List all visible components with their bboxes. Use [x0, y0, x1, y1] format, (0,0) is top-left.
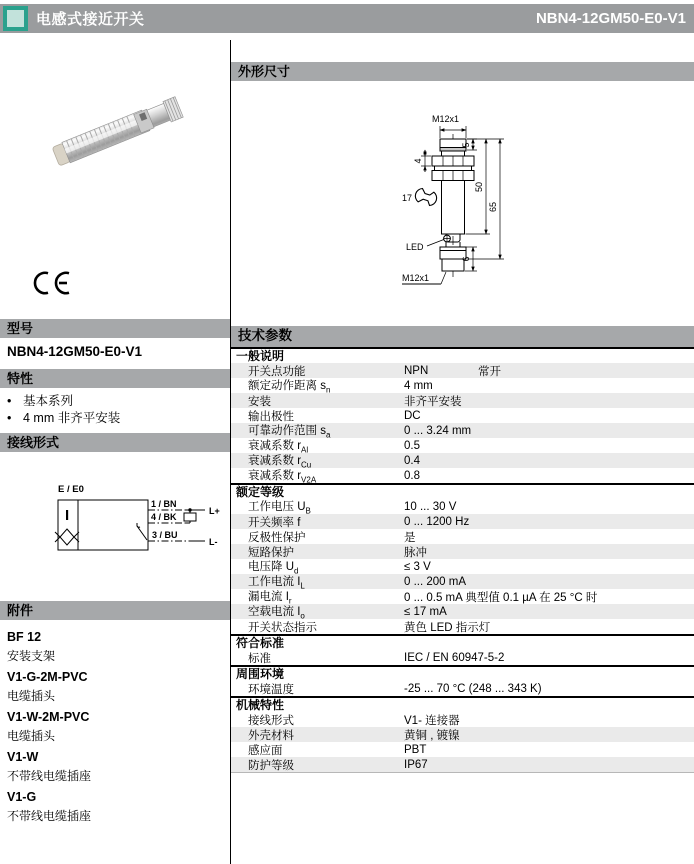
section-header-features: 特性: [0, 369, 230, 388]
led-label: LED: [406, 242, 424, 252]
tech-row-value: PBT: [404, 743, 427, 756]
tech-row-value: 脉冲: [404, 546, 427, 559]
tech-row-label: 短路保护: [248, 546, 294, 559]
header-part-number: NBN4-12GM50-E0-V1: [535, 10, 686, 27]
tech-row: [231, 619, 694, 634]
tech-row-value: 0 ... 200 mA: [404, 575, 467, 588]
tech-row: [231, 757, 694, 772]
tech-row-label: 可靠动作范围 $s_a$: [248, 424, 331, 440]
wiring-diagram: [40, 480, 220, 585]
terminal-minus-label: L-: [209, 537, 218, 547]
tech-row: [231, 408, 694, 423]
accessory-desc: 电缆插头: [7, 729, 56, 743]
tech-row-value: ≤ 17 mA: [404, 605, 447, 618]
tech-row: [231, 544, 694, 559]
accessory-name: V1-G-2M-PVC: [7, 670, 88, 684]
tech-row: [231, 574, 694, 589]
tech-row: [231, 681, 694, 696]
tech-row-label: 工作电流 $I_L$: [248, 575, 305, 591]
tech-row-value: -25 ... 70 °C (248 ... 343 K): [404, 682, 542, 695]
thread-bottom-label: M12x1: [402, 273, 430, 283]
tech-row: [231, 393, 694, 408]
section-header-dimensions: 外形尺寸: [231, 62, 694, 81]
wiring-diagram-label: E / E0: [58, 484, 84, 495]
tech-row-label: 衰减系数 $r_{V2A}$: [248, 469, 317, 485]
tech-row-value: IP67: [404, 758, 428, 771]
tech-row: [231, 438, 694, 453]
tech-row: [231, 499, 694, 514]
dimension-drawing: [396, 109, 626, 304]
tech-row-value: 0 ... 1200 Hz: [404, 515, 470, 528]
tip-length-label: 5: [461, 142, 471, 148]
nut-thickness-label: 4: [413, 158, 423, 164]
tech-row: [231, 423, 694, 438]
section-header-accessories: 附件: [0, 601, 230, 620]
thread-top-label: M12x1: [432, 114, 460, 124]
tech-row: [231, 650, 694, 665]
sensor-output-symbol: I: [65, 507, 70, 524]
tech-row-value: IEC / EN 60947-5-2: [404, 651, 505, 664]
tech-row-value: 10 ... 30 V: [404, 500, 457, 513]
tech-row-value: 非齐平安装: [404, 395, 462, 408]
features-list: [0, 388, 230, 426]
tech-row-label: 漏电流 $I_r$: [248, 590, 292, 606]
accessory-desc: 不带线电缆插座: [7, 809, 92, 823]
brand-logo-icon: [3, 6, 28, 31]
accessory-desc: 安装支架: [7, 649, 56, 663]
tech-row-label: 反极性保护: [248, 531, 306, 544]
tech-row-value: 4 mm: [404, 379, 433, 392]
tech-row-label: 开关点功能: [248, 365, 306, 378]
section-header-tech: 技术参数: [231, 326, 694, 347]
tech-row-label: 额定动作距离 $s_n$: [248, 379, 331, 395]
tech-group-header: 符合标准: [231, 634, 694, 650]
feature-item: [7, 393, 230, 410]
tech-row-label: 开关状态指示: [248, 621, 317, 634]
bullet-icon: •: [7, 394, 12, 408]
accessory-desc: 电缆插头: [7, 689, 56, 703]
tech-row: [231, 712, 694, 727]
content: [0, 40, 694, 864]
feature-text: 基本系列: [23, 394, 74, 408]
wire-label-bn: 1 / BN: [151, 499, 177, 509]
tech-row: [231, 727, 694, 742]
tech-row-label: 电压降 $U_d$: [248, 560, 299, 576]
tech-row-value: 0 ... 0.5 mA 典型值 0.1 µA 在 25 °C 时: [404, 591, 598, 604]
tech-row: [231, 514, 694, 529]
tech-row: [231, 604, 694, 619]
tech-group-header: 一般说明: [231, 347, 694, 363]
tech-row: [231, 529, 694, 544]
right-column: [230, 40, 694, 864]
left-column: [0, 40, 230, 864]
model-number: NBN4-12GM50-E0-V1: [7, 344, 143, 359]
bullet-icon: •: [7, 410, 12, 425]
header-bar: [0, 4, 694, 33]
tech-row-value: DC: [404, 409, 421, 422]
section-header-connection: 接线形式: [0, 433, 230, 452]
tech-row: [231, 742, 694, 757]
feature-item: [7, 410, 230, 427]
tech-row-label: 防护等级: [248, 759, 294, 772]
tech-row: [231, 589, 694, 604]
tech-group-header: 额定等级: [231, 483, 694, 499]
tech-row-label: 输出极性: [248, 410, 294, 423]
accessory-name: BF 12: [7, 630, 42, 644]
tech-row-value: 0.8: [404, 469, 420, 482]
accessory-desc: 不带线电缆插座: [7, 769, 92, 783]
tech-row-value: 黄色 LED 指示灯: [404, 621, 491, 634]
accessories-list: [0, 620, 230, 824]
tech-row-value: 0.4: [404, 454, 420, 467]
tech-row-value-2: 常开: [478, 365, 501, 378]
tech-table: [231, 347, 694, 773]
feature-text: 4 mm 非齐平安装: [23, 410, 121, 425]
tech-row-label: 空载电流 $I_o$: [248, 605, 305, 621]
tech-row-label: 标准: [248, 652, 271, 665]
tech-row-value: 0.5: [404, 439, 420, 452]
tech-row-label: 衰减系数 $r_{Al}$: [248, 439, 309, 455]
tech-row: [231, 453, 694, 468]
tech-row-value: 0 ... 3.24 mm: [404, 424, 472, 437]
tech-row-label: 衰减系数 $r_{Cu}$: [248, 454, 312, 470]
tech-row-value: V1- 连接器: [404, 714, 460, 727]
tech-row: [231, 468, 694, 483]
page-title: 电感式接近开关: [36, 11, 145, 28]
tech-row-label: 接线形式: [248, 714, 294, 727]
tech-row: [231, 559, 694, 574]
tech-row-value: NPN: [404, 364, 429, 377]
tech-row-value: 是: [404, 531, 416, 544]
tech-row-label: 环境温度: [248, 683, 294, 696]
product-photo: [48, 85, 186, 177]
wrench-icon: [414, 187, 439, 207]
ce-mark-icon: [32, 270, 72, 296]
wrench-size-label: 17: [402, 193, 413, 203]
tech-row-value: 黄铜 , 镀镍: [404, 729, 460, 742]
tech-row: [231, 363, 694, 378]
tech-row: [231, 378, 694, 393]
tech-row-label: 外壳材料: [248, 729, 294, 742]
housing-length-label: 50: [474, 181, 484, 193]
tech-row-label: 安装: [248, 395, 271, 408]
accessory-name: V1-G: [7, 790, 37, 804]
wire-label-bk: 4 / BK: [151, 512, 177, 522]
accessory-name: V1-W: [7, 750, 39, 764]
sensor-photo-illustration: [48, 85, 186, 177]
tech-row-value: ≤ 3 V: [404, 560, 431, 573]
section-header-model: 型号: [0, 319, 230, 338]
tech-row-label: 工作电压 $U_B$: [248, 500, 311, 516]
tech-group-header: 机械特性: [231, 696, 694, 712]
connector-length-label: 6: [461, 256, 471, 262]
terminal-plus-label: L+: [209, 506, 220, 516]
tech-row-label: 感应面: [248, 744, 283, 757]
junction-dot: [188, 508, 191, 511]
tech-group-header: 周围环境: [231, 665, 694, 681]
wire-label-bu: 3 / BU: [152, 530, 178, 540]
tech-row-label: 开关频率 f: [248, 516, 301, 529]
accessory-name: V1-W-2M-PVC: [7, 710, 90, 724]
total-length-label: 65: [488, 201, 498, 213]
